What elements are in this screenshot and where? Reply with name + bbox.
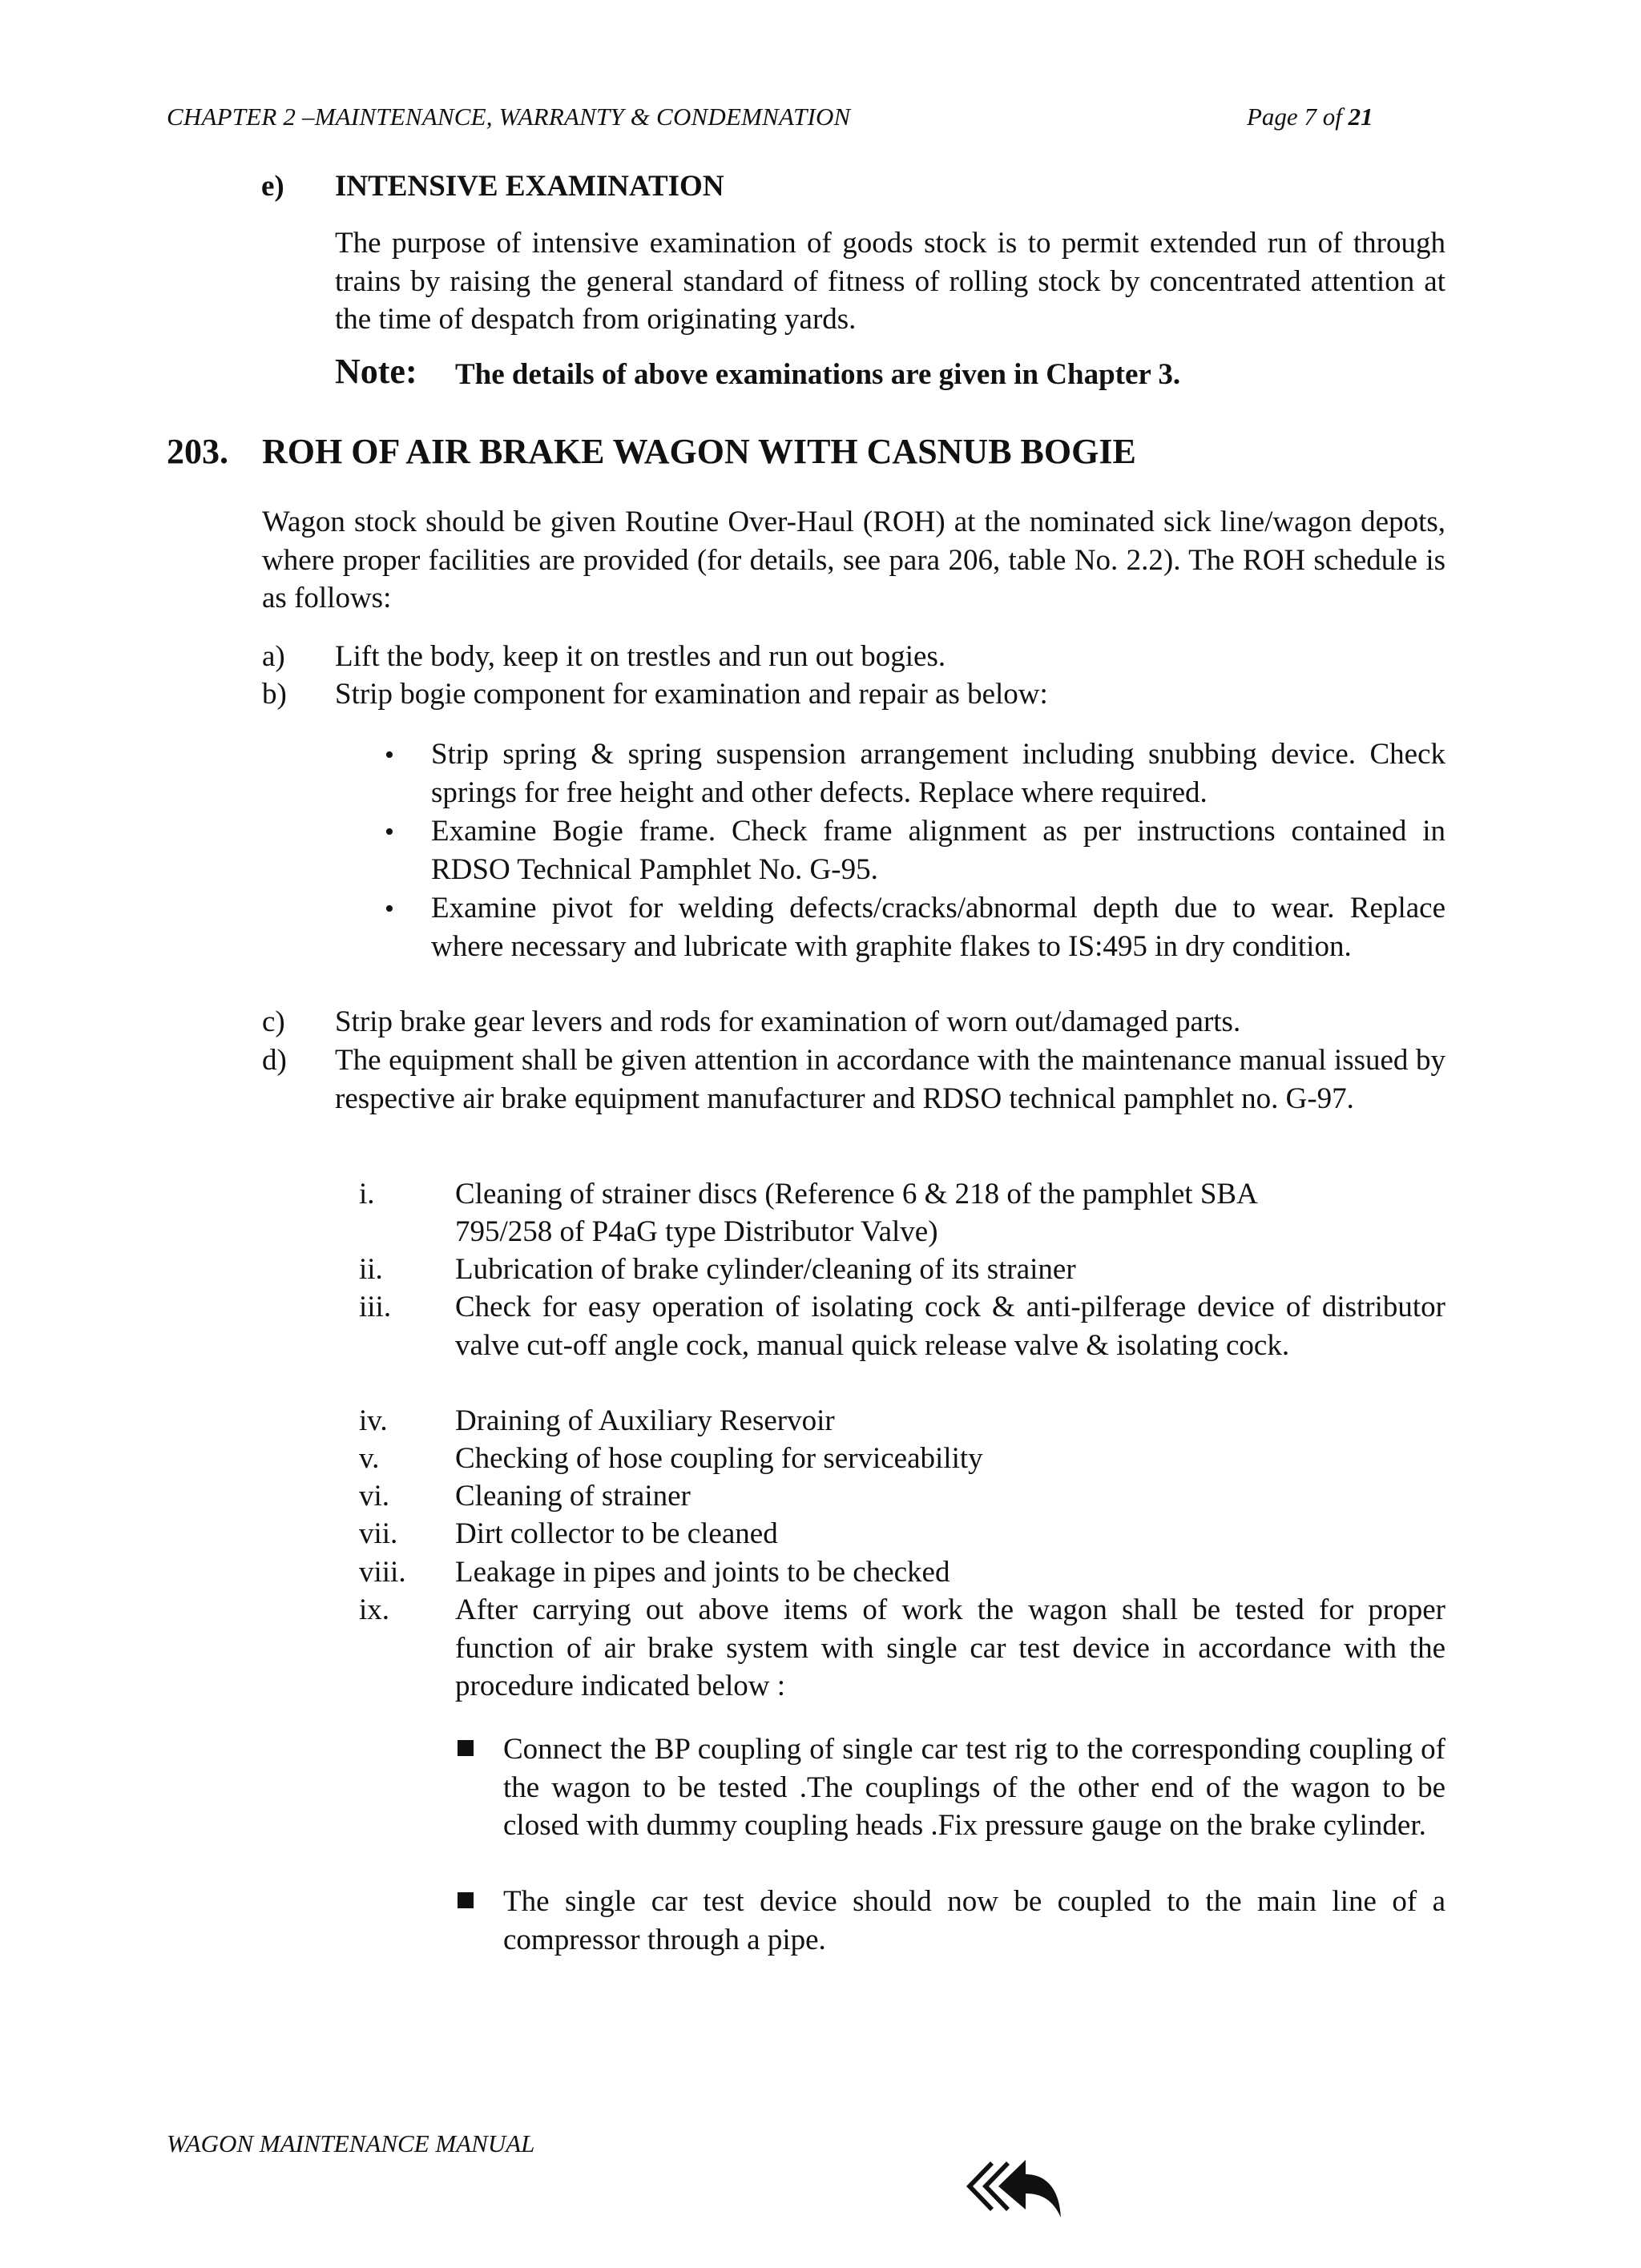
bullet-item: Strip spring & spring suspension arrangement including snubbing device. Check springs for free height and other defects. Replace where required.	[431, 738, 1445, 809]
roman-num: i.	[359, 1178, 375, 1211]
item-label-a: a)	[262, 640, 285, 673]
page-number	[1247, 103, 1373, 131]
note-label: Note:	[335, 352, 417, 391]
bullet-item: Examine Bogie frame. Check frame alignment as per instructions contained in RDSO Technical Pamphlet No. G-95.	[431, 815, 1445, 886]
page-total: 21	[1348, 103, 1373, 131]
item-label-b: b)	[262, 678, 287, 711]
item-text-d: The equipment shall be given attention in accordance with the maintenance manual issued by respective air brake equipment manufacturer and RDSO technical pamphlet no. G-97.	[335, 1044, 1445, 1115]
section-intro: Wagon stock should be given Routine Over-Haul (ROH) at the nominated sick line/wagon depots, where proper facilities are provided (for details, see para 206, table No. 2.2). The ROH schedule is as follows:	[262, 506, 1445, 614]
square-bullet-icon	[458, 1740, 474, 1756]
section-title: ROH OF AIR BRAKE WAGON WITH CASNUB BOGIE	[262, 432, 1136, 471]
roman-text: Checking of hose coupling for serviceability	[455, 1442, 983, 1475]
item-label-d: d)	[262, 1044, 287, 1077]
square-bullet-item: The single car test device should now be coupled to the main line of a compressor through a pipe.	[503, 1885, 1445, 1956]
roman-text: Check for easy operation of isolating cock & anti-pilferage device of distributor valve cut-off angle cock, manual quick release valve & isolating cock.	[455, 1291, 1445, 1362]
page-prefix: Page	[1247, 103, 1304, 131]
chapter-header: CHAPTER 2 –MAINTENANCE, WARRANTY & CONDEMNATION	[167, 103, 851, 131]
roman-num: v.	[359, 1442, 380, 1475]
item-label-c: c)	[262, 1005, 285, 1038]
square-bullet-item: Connect the BP coupling of single car test rig to the corresponding coupling of the wagon to be tested .The couplings of the other end of the wagon to be closed with dummy coupling heads .Fix pressure gauge on the brake cylinder.	[503, 1733, 1445, 1842]
item-text-a: Lift the body, keep it on trestles and run out bogies.	[335, 640, 946, 673]
section-e-body: The purpose of intensive examination of goods stock is to permit extended run of through trains by raising the general standard of fitness of rolling stock by concentrated attention at the time of despatch from originating yards.	[335, 227, 1445, 336]
square-bullet-icon	[458, 1892, 474, 1908]
roman-text: Lubrication of brake cylinder/cleaning of its strainer	[455, 1253, 1076, 1286]
roman-num: vi.	[359, 1480, 390, 1513]
item-text-b: Strip bogie component for examination and repair as below:	[335, 678, 1048, 711]
manual-footer: WAGON MAINTENANCE MANUAL	[167, 2129, 535, 2157]
section-number: 203.	[167, 432, 228, 471]
roman-num: iii.	[359, 1291, 392, 1323]
roman-num: viii.	[359, 1556, 406, 1589]
item-text-c: Strip brake gear levers and rods for examination of worn out/damaged parts.	[335, 1005, 1241, 1038]
page-current: 7	[1304, 103, 1316, 131]
bullet-dot-icon: •	[385, 894, 394, 924]
section-e-label: e)	[261, 170, 284, 203]
roman-text-line1: Cleaning of strainer discs (Reference 6 & 218 of the pamphlet SBA	[455, 1178, 1258, 1211]
back-arrow-icon[interactable]	[960, 2150, 1064, 2226]
page-of: of	[1316, 103, 1349, 131]
roman-num: vii.	[359, 1517, 398, 1550]
roman-text-line2: 795/258 of P4aG type Distributor Valve)	[455, 1215, 938, 1248]
bullet-item: Examine pivot for welding defects/cracks/abnormal depth due to wear. Replace where necessary and lubricate with graphite flakes to IS:495 in dry condition.	[431, 892, 1445, 963]
bullet-dot-icon: •	[385, 817, 394, 847]
bullet-dot-icon: •	[385, 740, 394, 770]
roman-text: After carrying out above items of work the wagon shall be tested for proper function of air brake system with single car test device in accordance with the procedure indicated below :	[455, 1593, 1445, 1702]
roman-text: Cleaning of strainer	[455, 1480, 691, 1513]
section-e-title: INTENSIVE EXAMINATION	[335, 170, 724, 203]
note-text: The details of above examinations are given in Chapter 3.	[455, 358, 1181, 391]
roman-num: ii.	[359, 1253, 383, 1286]
roman-num: iv.	[359, 1404, 388, 1437]
roman-text: Dirt collector to be cleaned	[455, 1517, 778, 1550]
roman-num: ix.	[359, 1593, 390, 1626]
roman-text: Leakage in pipes and joints to be checked	[455, 1556, 950, 1589]
roman-text: Draining of Auxiliary Reservoir	[455, 1404, 835, 1437]
